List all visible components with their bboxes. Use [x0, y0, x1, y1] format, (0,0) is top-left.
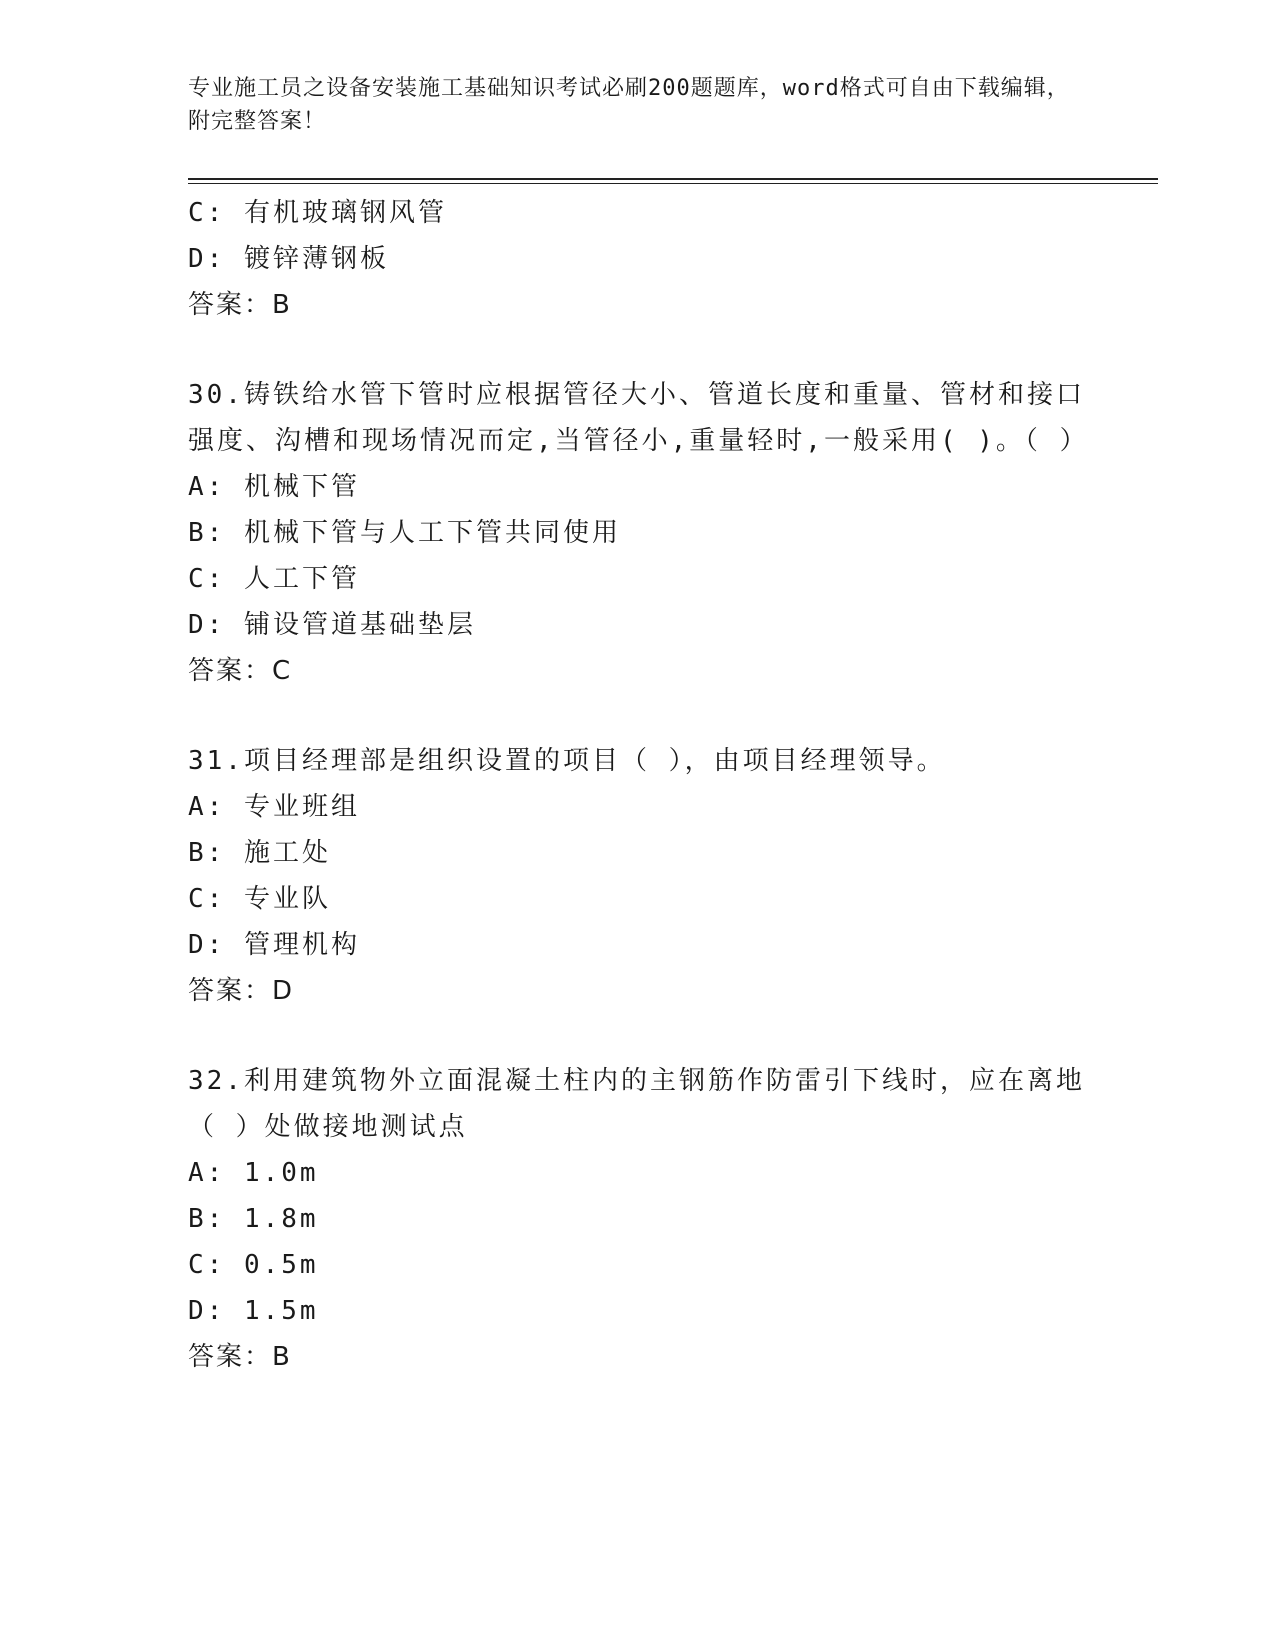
header-divider-thin	[188, 183, 1158, 184]
option-b: B: 机械下管与人工下管共同使用	[188, 518, 621, 548]
option-c: C: 人工下管	[188, 564, 360, 594]
question-32	[188, 1058, 1088, 1380]
option-b: B: 1.8m	[188, 1204, 319, 1234]
option-a: A: 机械下管	[188, 472, 360, 502]
answer-line: 答案：D	[188, 976, 295, 1006]
option-a: A: 1.0m	[188, 1158, 319, 1188]
answer-line: 答案：B	[188, 1342, 292, 1372]
option-c: C: 0.5m	[188, 1250, 319, 1280]
option-c: C: 有机玻璃钢风管	[188, 198, 447, 228]
header-divider-thick	[188, 178, 1158, 180]
option-a: A: 专业班组	[188, 792, 360, 822]
option-c: C: 专业队	[188, 884, 331, 914]
question-text: 32.利用建筑物外立面混凝土柱内的主钢筋作防雷引下线时，应在离地（ ）处做接地测试点	[188, 1066, 1085, 1142]
document-content	[188, 190, 1088, 1380]
option-d: D: 镀锌薄钢板	[188, 244, 389, 274]
answer-line: 答案：C	[188, 656, 293, 686]
option-d: D: 1.5m	[188, 1296, 319, 1326]
document-header: 专业施工员之设备安装施工基础知识考试必刷200题题库，word格式可自由下载编辑，附完整答案！	[188, 76, 1070, 134]
question-text: 31.项目经理部是组织设置的项目（ ），由项目经理领导。	[188, 746, 946, 776]
option-b: B: 施工处	[188, 838, 331, 868]
partial-question	[188, 190, 1088, 328]
question-30	[188, 372, 1088, 694]
question-31	[188, 738, 1088, 1014]
option-d: D: 铺设管道基础垫层	[188, 610, 476, 640]
answer-line: 答案：B	[188, 290, 292, 320]
option-d: D: 管理机构	[188, 930, 360, 960]
question-text: 30.铸铁给水管下管时应根据管径大小、管道长度和重量、管材和接口强度、沟槽和现场情况而定,当管径小,重量轻时,一般采用( )。（ ）	[188, 380, 1089, 456]
